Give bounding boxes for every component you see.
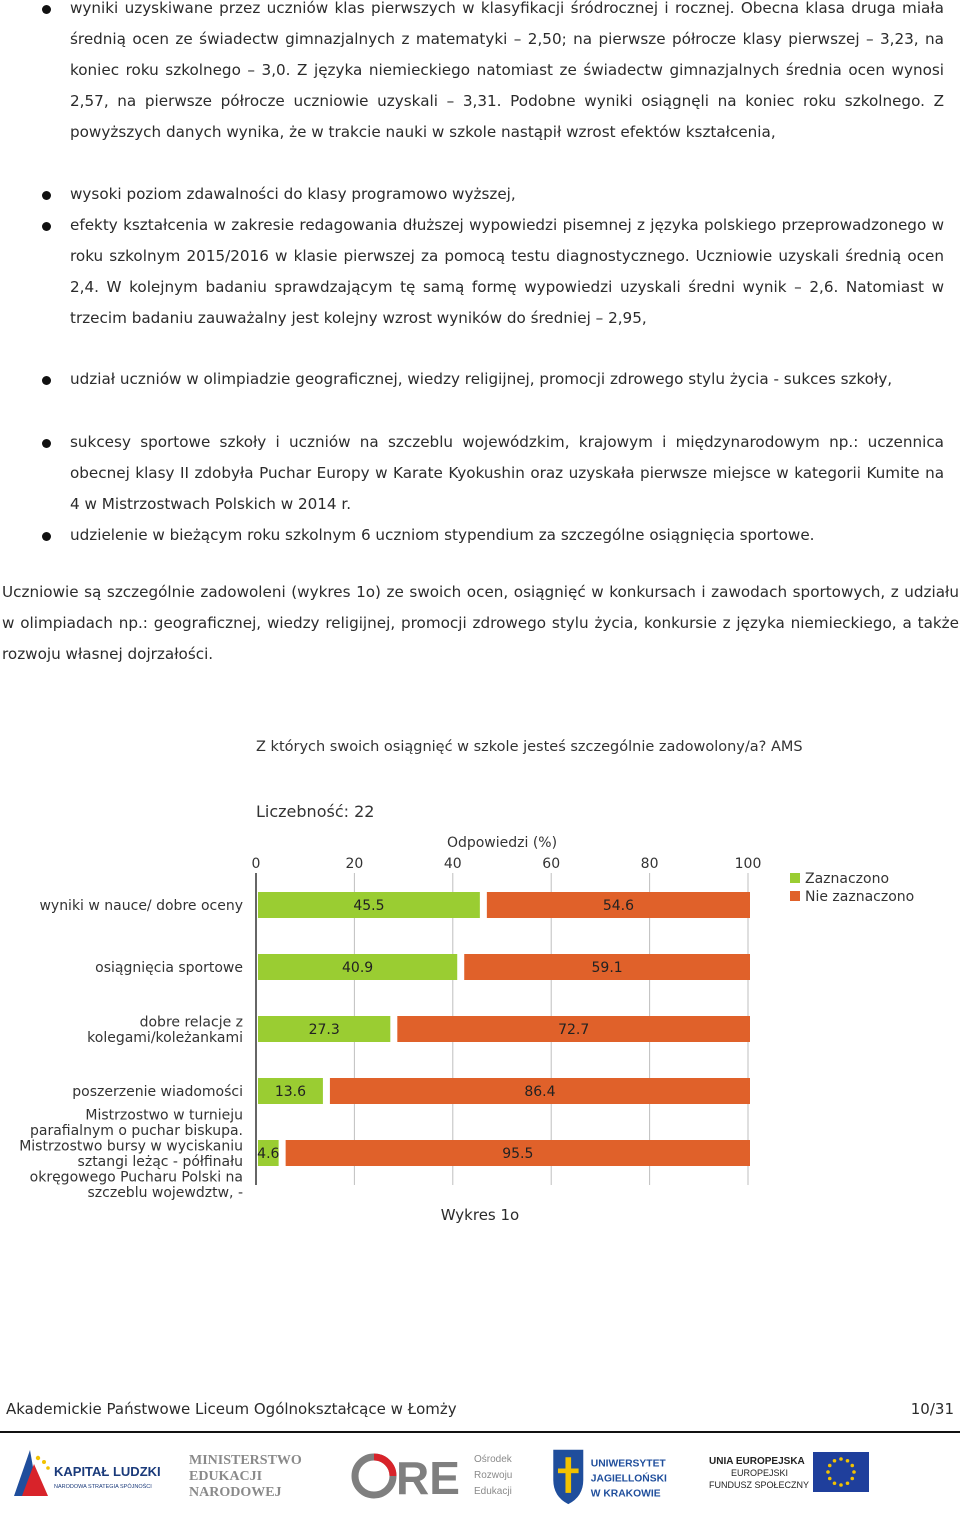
ministry-line1: MINISTERSTWO [189,1453,302,1468]
data-label: 86.4 [524,1084,556,1100]
x-tick-label: 60 [542,856,561,872]
category-label: poszerzenie wiadomości [72,1084,243,1100]
ore-line1: Ośrodek [474,1454,512,1465]
x-tick-label: 20 [345,856,364,872]
x-tick-label: 0 [251,856,261,872]
eu-logo [705,1446,875,1506]
category-label: szczeblu wojewdztw, - [87,1184,243,1201]
ministry-line3: NARODOWEJ [189,1485,282,1500]
x-tick-label: 40 [443,856,462,872]
category-label: osiągnięcia sportowe [95,960,243,976]
data-label: 59.1 [591,960,623,976]
eu-star [850,1464,854,1468]
summary-paragraph: Uczniowie są szczególnie zadowoleni (wykres 1o) ze swoich ocen, osiągnięć w konkursach i zawodach sportowych, z udziału w olimpiadach np.: geograficznej, wiedzy religijnej, promocji zdrowego stylu życia, konkursie z języka niemieckiego, a także rozwoju własnej dojrzałości. [2,583,959,663]
eu-star [852,1470,856,1474]
bullet-dot [42,5,51,14]
bullet-text: sukcesy sportowe szkoły i uczniów na szczeblu wojewódzkim, krajowym i międzynarodowym np.: uczennica obecnej klasy II zdobyła Puchar Europy w Karate Kyokushin oraz uzyskała pierwsze miejsce w kategorii Kumite na 4 w Mistrzostwach Polskich w 2014 r. [70,433,944,513]
ore-logo [350,1446,525,1506]
x-axis-label: Odpowiedzi (%) [446,835,558,851]
legend-label: Nie zaznaczono [805,889,915,905]
chart-count: Liczebność: 22 [256,802,375,821]
uj-line1: UNIWERSYTET [590,1458,666,1470]
category-label: parafialnym o puchar biskupa. [29,1122,243,1139]
footer-divider [0,1431,960,1433]
category-label: sztangi leżąc - półfinału [77,1153,243,1170]
bullet-item [70,210,944,334]
eu-star [839,1457,843,1461]
kapital-ludzki-logo [8,1446,168,1506]
figure-caption: Wykres 1o [440,1206,520,1224]
eu-star [850,1477,854,1481]
uj-line2: JAGIELLOŃSKI [590,1473,667,1485]
category-label: Mistrzostwo bursy w wyciskaniu [19,1138,243,1155]
category-label: wyniki w nauce/ dobre oceny [39,898,243,914]
x-tick-label: 80 [640,856,659,872]
legend-label: Zaznaczono [805,871,890,887]
data-label: 40.9 [342,960,374,976]
data-label: 13.6 [274,1084,307,1100]
bullet-dot [42,532,51,541]
legend-swatch [790,873,800,883]
kapital-subtitle: NARODOWA STRATEGIA SPÓJNOŚCI [54,1484,152,1490]
bullet-text: wyniki uzyskiwane przez uczniów klas pierwszych w klasyfikacji śródrocznej i rocznej. Obecna klasa druga miała średnią ocen ze świadectw gimnazjalnych z matematyki – 2,50; na pierwsze półrocze klasy pierwszej – 3,23, na koniec roku szkolnego – 3,0. Z języka niemieckiego natomiast ze świadectw gimnazjalnych średnia ocen wynosi 2,57, na pierwsze półrocze uczniowie uzyskali – 3,31. Podobne wyniki osiągnęli na koniec roku szkolnego. Z powyższych danych wynika, że w trakcie nauki w szkole nastąpił wzrost efektów kształcenia, [70,0,944,141]
bullet-dot [42,439,51,448]
ore-line3: Edukacji [474,1486,512,1497]
ore-line2: Rozwoju [474,1470,513,1481]
bullet-text: udzielenie w bieżącym roku szkolnym 6 uczniom stypendium za szczególne osiągnięcia sportowe. [70,526,815,544]
category-label: kolegami/koleżankami [87,1029,243,1046]
bullet-item [70,520,944,551]
eu-line1: UNIA EUROPEJSKA [709,1456,805,1467]
page-number: 10/31 [910,1400,954,1418]
legend-swatch [790,891,800,901]
bullet-dot [42,222,51,231]
data-label: 95.5 [502,1146,534,1162]
bullet-text: udział uczniów w olimpiadzie geograficznej, wiedzy religijnej, promocji zdrowego stylu życia - sukces szkoły, [70,370,893,388]
footer-institution: Akademickie Państwowe Liceum Ogólnokształcące w Łomży [6,1400,457,1418]
eu-line3: FUNDUSZ SPOŁECZNY [709,1480,810,1490]
data-label: 27.3 [308,1022,340,1038]
ministry-line2: EDUKACJI [189,1469,263,1484]
uj-line3: W KRAKOWIE [590,1488,661,1500]
eu-star [826,1470,830,1474]
bullet-item [70,364,944,395]
bar-chart [0,725,960,1205]
bullet-dot [42,191,51,200]
data-label: 54.6 [602,898,635,914]
data-label: 4.6 [257,1146,280,1162]
eu-star [828,1464,832,1468]
ministry-logo [185,1446,320,1506]
eu-star [846,1481,850,1485]
eu-star [839,1483,843,1487]
eu-star [833,1481,837,1485]
data-label: 72.7 [558,1022,590,1038]
bullet-text: efekty kształcenia w zakresie redagowania dłuższej wypowiedzi pisemnej z języka polskiego przeprowadzonego w roku szkolnym 2015/2016 w klasie pierwszej za pomocą testu diagnostycznego. Uczniowie uzyskali średnią ocen 2,4. W kolejnym badaniu sprawdzającym tę samą formę wypowiedzi uzyskali średni wynik – 2,6. Natomiast w trzecim badaniu zauważalny jest kolejny wzrost wyników do średniej – 2,95, [70,216,944,327]
bullet-dot [42,376,51,385]
category-label: dobre relacje z [139,1014,243,1031]
bullet-item [70,179,944,210]
bullet-item [70,0,944,148]
ore-mark: RE [396,1452,460,1504]
bullet-text: wysoki poziom zdawalności do klasy programowo wyższej, [70,185,516,203]
eu-star [846,1459,850,1463]
x-tick-label: 100 [734,856,762,872]
eu-star [828,1477,832,1481]
uj-logo [545,1446,690,1506]
data-label: 45.5 [353,898,385,914]
chart-title: Z których swoich osiągnięć w szkole jesteś szczególnie zadowolony/a? AMS [256,739,803,755]
category-label: Mistrzostwo w turnieju [85,1107,243,1124]
eu-star [833,1459,837,1463]
eu-line2: EUROPEJSKI [731,1468,789,1478]
kapital-title: KAPITAŁ LUDZKI [54,1464,161,1479]
bullet-item [70,427,944,520]
category-label: okręgowego Pucharu Polski na [29,1169,243,1186]
